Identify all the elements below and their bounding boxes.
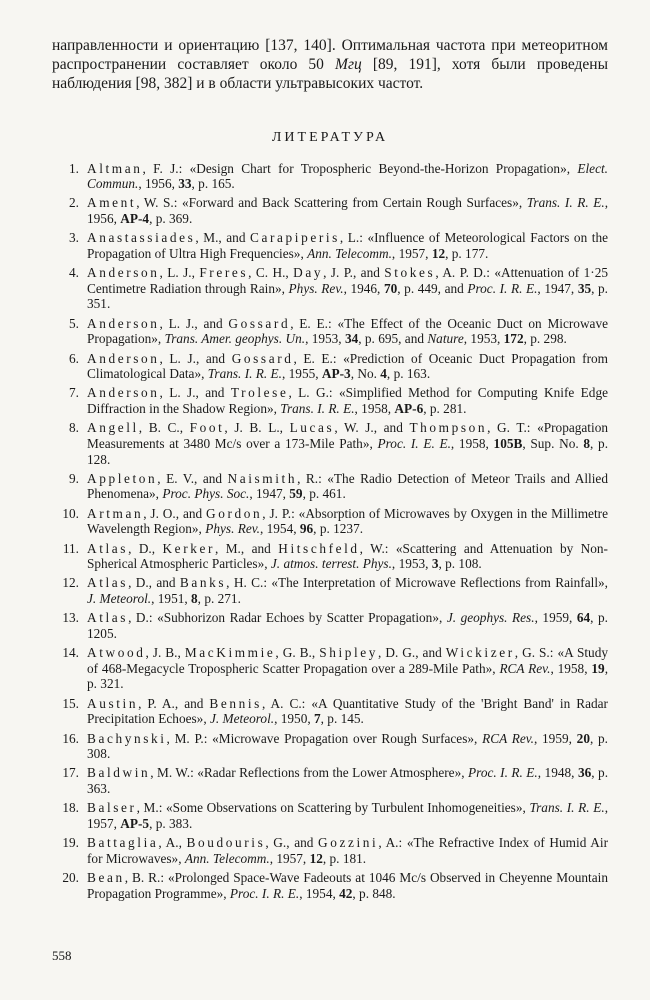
reference-text-part: RCA Rev. <box>482 730 534 746</box>
reference-text-part: , L.: «Influence of Meteorological Factors on the Propagation of Ultra High Frequencies», <box>87 230 609 261</box>
reference-item <box>52 230 608 261</box>
reference-number: 6. <box>69 350 79 366</box>
reference-text-part: 64 <box>576 610 591 626</box>
reference-text-part: 172 <box>503 331 524 347</box>
reference-text-part: , J. O., and <box>143 505 207 521</box>
reference-text-part: Day <box>293 265 324 281</box>
reference-number: 19. <box>62 835 79 851</box>
reference-text-part: Hitschfeld <box>278 540 360 556</box>
reference-text-part: 33 <box>178 176 192 192</box>
reference-text-part: Phys. Rev. <box>288 280 344 296</box>
reference-item <box>52 870 608 901</box>
reference-text-part: Anderson <box>87 350 160 366</box>
reference-text-part: , E. E.: «The Effect of the Oceanic Duct on Microwave Propagation», <box>87 315 609 347</box>
reference-text-part: , M. P.: «Microwave Propagation over Rough Surfaces», <box>166 730 483 746</box>
reference-text-part: Trans. I. R. E. <box>526 195 605 211</box>
reference-text-part: Anastassiades <box>87 230 196 246</box>
reference-text-part: Angell <box>87 420 139 436</box>
reference-text-part: Lucas <box>289 420 335 436</box>
reference-text-part: Gossard <box>231 350 294 366</box>
reference-text-part: Boudouris <box>186 835 266 851</box>
reference-text-part: , D., and <box>128 575 180 591</box>
reference-text-part: , D.: «Subhorizon Radar Echoes by Scatter Propagation», <box>128 610 447 626</box>
reference-text-part: Ann. Telecomm. <box>307 245 392 261</box>
reference-text-part: , 1947, <box>537 280 578 296</box>
reference-text-part: , B. R.: «Prolonged Space-Wave Fadeouts at 1046 Mc/s Observed in Cheyenne Mountain Propagation Programme», <box>87 870 608 901</box>
reference-text-part: Proc. I. R. E. <box>229 885 300 901</box>
reference-text-part: , W. S.: «Forward and Back Scattering from Certain Rough Surfaces», <box>136 195 527 211</box>
reference-text-part: , 1953, <box>391 556 432 572</box>
reference-text-part: Gozzini <box>318 835 379 851</box>
reference-text-part: , 1957, <box>391 245 432 261</box>
reference-text-part: , 1956, <box>87 195 609 227</box>
reference-text <box>87 870 608 901</box>
reference-text-part: , B. C., <box>138 420 190 436</box>
reference-item <box>52 316 608 347</box>
reference-text-part: , M. W.: «Radar Reflections from the Lower Atmosphere», <box>150 765 469 781</box>
reference-text-part: Kerker <box>162 540 215 556</box>
reference-number: 4. <box>69 265 79 281</box>
reference-text-part: , p. 369. <box>149 211 193 227</box>
reference-text-part: Trans. I. R. E. <box>529 800 605 816</box>
reference-text-part: , M., and <box>195 230 251 246</box>
reference-text-part: 59 <box>289 486 303 502</box>
reference-item <box>52 696 608 727</box>
reference-text-part: , 1956, <box>138 176 179 192</box>
reference-text-part: , p. 181. <box>322 850 367 866</box>
reference-text-part: Ann. Telecomm. <box>184 850 270 866</box>
reference-text <box>87 506 608 537</box>
reference-text-part: , p. 449, and <box>397 280 468 296</box>
reference-text-part: Appleton <box>87 470 158 486</box>
reference-item <box>52 506 608 537</box>
reference-text-part: , p. 281. <box>423 401 467 417</box>
reference-text-part: , Sup. No. <box>522 435 584 451</box>
reference-text-part: Thompson <box>409 420 488 436</box>
reference-text-part: 36 <box>577 765 592 781</box>
reference-text-part: Trans. I. R. E. <box>207 366 282 382</box>
reference-text-part: Trolese <box>230 385 289 401</box>
reference-text-part: , p. 363. <box>87 765 609 796</box>
reference-item <box>52 420 608 467</box>
reference-item <box>52 575 608 606</box>
reference-text-part: , 1958, <box>550 660 592 676</box>
reference-text-part: Gossard <box>228 315 291 331</box>
reference-text-part: Phys. Rev. <box>205 521 260 537</box>
reference-text-part: Naismith <box>227 470 298 486</box>
reference-text-part: , p. 177. <box>445 245 489 261</box>
reference-number: 20. <box>62 870 79 886</box>
reference-text-part: , E. V., and <box>157 470 228 486</box>
reference-text-part: Proc. I. R. E. <box>467 280 538 296</box>
reference-text <box>87 696 608 727</box>
reference-text-part: Balser <box>87 800 137 816</box>
reference-text-part: , L. J., and <box>159 385 231 401</box>
reference-item <box>52 765 608 796</box>
reference-item <box>52 385 608 416</box>
reference-text-part: Elect. Commun. <box>87 160 608 192</box>
reference-text-part: 35 <box>577 280 592 296</box>
reference-text-part: , p. 298. <box>523 331 567 347</box>
reference-text-part: , J. P., and <box>323 265 385 281</box>
reference-text-part: 3 <box>431 556 439 572</box>
reference-item <box>52 800 608 831</box>
reference-text-part: , p. 351. <box>87 280 609 312</box>
reference-text-part: 8 <box>191 591 198 607</box>
reference-text-part: J. atmos. terrest. Phys. <box>270 556 392 572</box>
reference-text-part: Stokes <box>384 265 436 281</box>
reference-text <box>87 265 608 312</box>
reference-text-part: , A. P. D.: «Attenuation of 1·25 Centimetre Radiation through Rain», <box>87 265 608 296</box>
reference-text-part: , p. 848. <box>352 885 396 901</box>
reference-number: 8. <box>69 420 79 436</box>
page-number: 558 <box>52 948 72 963</box>
reference-text-part: 8 <box>583 435 591 451</box>
page-content <box>52 36 608 905</box>
reference-text-part: Altman <box>87 160 143 176</box>
reference-text-part: Proc. Phys. Soc. <box>162 486 250 502</box>
reference-text-part: , A.: «The Refractive Index of Humid Air for Microwaves», <box>87 835 608 866</box>
reference-text-part: Artman <box>87 505 144 521</box>
reference-number: 14. <box>62 645 79 661</box>
reference-text-part: 12 <box>309 850 323 866</box>
reference-text-part: , 1959, <box>533 730 577 746</box>
reference-text-part: , p. 128. <box>87 435 609 467</box>
reference-text-part: , F. J.: «Design Chart for Tropospheric Beyond-the-Horizon Propagation», <box>142 160 578 176</box>
reference-text-part: 105B <box>493 435 523 451</box>
reference-list <box>52 161 608 902</box>
reference-text-part: , L. G.: «Simplified Method for Computing Knife Edge Diffraction in the Shadow Region», <box>87 385 608 417</box>
reference-item <box>52 731 608 762</box>
reference-text-part: , L. J., <box>159 265 200 281</box>
reference-number: 13. <box>62 610 79 626</box>
reference-text-part: , p. 695, and <box>358 331 428 347</box>
reference-text-part: , G. S.: «A Study of 468-Megacycle Tropospheric Scatter Propagation over a 289-Mile Path», <box>87 645 608 676</box>
reference-text-part: , H. C.: «The Interpretation of Microwave Reflections from Rainfall», <box>226 575 609 591</box>
reference-text-part: , L. J., and <box>159 315 229 331</box>
intro-paragraph <box>52 36 608 94</box>
reference-text-part: , W.: «Scattering and Attenuation by Non-Spherical Atmospheric Particles», <box>87 540 608 572</box>
reference-text-part: , p. 383. <box>149 815 193 831</box>
reference-text-part: , 1958, <box>354 401 395 417</box>
reference-text-part: J. geophys. Res. <box>446 610 535 626</box>
reference-text-part: Austin <box>87 695 139 711</box>
reference-text <box>87 230 608 261</box>
reference-text-part: AP-6 <box>394 401 424 417</box>
reference-text-part: , p. 145. <box>320 711 364 727</box>
reference-text-part: , 1947, <box>249 486 290 502</box>
reference-text-part: , 1946, <box>343 280 384 296</box>
reference-text <box>87 645 608 692</box>
reference-number: 1. <box>69 160 79 176</box>
reference-text-part: J. Meteorol. <box>87 591 152 607</box>
reference-text-part: AP-3 <box>321 366 351 382</box>
reference-number: 9. <box>69 470 79 486</box>
reference-text-part: , 1959, <box>534 610 577 626</box>
reference-text-part: Nature <box>427 331 464 347</box>
reference-text-part: 4 <box>380 366 387 382</box>
reference-text-part: Baldwin <box>87 765 151 781</box>
reference-text-part: 12 <box>431 245 446 261</box>
reference-text <box>87 161 608 192</box>
reference-text-part: AP-5 <box>120 815 150 831</box>
reference-text-part: , D., <box>128 540 163 556</box>
reference-text-part: Bean <box>87 870 125 886</box>
reference-text-part: , 1951, <box>151 591 192 607</box>
reference-text-part: 7 <box>313 711 321 727</box>
reference-text <box>87 610 608 641</box>
reference-text-part: Battaglia <box>87 835 159 851</box>
reference-text-part: , 1955, <box>282 366 322 382</box>
reference-text <box>87 835 608 866</box>
reference-text <box>87 800 608 831</box>
reference-number: 18. <box>62 800 79 816</box>
reference-text-part: , p. 108. <box>438 556 482 572</box>
reference-item <box>52 195 608 226</box>
reference-text-part: Carapiperis <box>250 230 340 246</box>
reference-text-part: Atlas <box>87 575 129 591</box>
reference-text-part: Bennis <box>209 695 262 711</box>
reference-text-part: J. Meteorol. <box>209 711 275 727</box>
reference-number: 16. <box>62 730 79 746</box>
reference-item <box>52 610 608 641</box>
reference-item <box>52 265 608 312</box>
reference-number: 11. <box>62 540 79 556</box>
reference-text-part: Trans. I. R. E. <box>280 401 355 417</box>
reference-text-part: , M., and <box>215 540 279 556</box>
reference-text-part: 96 <box>299 521 314 537</box>
reference-text-part: 70 <box>383 280 398 296</box>
reference-text <box>87 385 608 416</box>
reference-text <box>87 731 608 762</box>
reference-item <box>52 835 608 866</box>
reference-text-part: , D. G., and <box>378 645 446 661</box>
reference-text-part: , p. 165. <box>191 176 235 192</box>
reference-text-part: , J. B., <box>145 645 185 661</box>
reference-text-part: , J. P.: «Absorption of Microwaves by Oxygen in the Millimetre Wavelength Region», <box>87 505 608 537</box>
reference-text <box>87 765 608 796</box>
reference-text-part: , 1957, <box>269 850 310 866</box>
reference-text-part: , 1954, <box>299 885 340 901</box>
reference-text-part: , G. B., <box>275 645 320 661</box>
reference-number: 12. <box>62 575 79 591</box>
intro-text: направленности и ориентацию [137, 140]. Оптимальная частота при метеоритном распространении составляет около 50 <box>52 37 608 74</box>
reference-text-part: , M.: «Some Observations on Scattering by Turbulent Inhomogeneities», <box>136 800 530 816</box>
reference-text-part: , G. T.: «Propagation Measurements at 3480 Mc/s over a 173-Mile Path», <box>87 420 608 451</box>
reference-item <box>52 471 608 502</box>
reference-text <box>87 541 608 572</box>
reference-text-part: Proc. I. R. E. <box>468 765 538 781</box>
reference-text-part: 20 <box>576 730 590 746</box>
reference-text-part: , E. E.: «Prediction of Oceanic Duct Propagation from Climatological Data», <box>87 350 609 382</box>
reference-text-part: , W. J., and <box>334 420 410 436</box>
reference-text-part: , No. <box>350 366 381 382</box>
reference-text-part: RCA Rev. <box>499 660 551 676</box>
reference-text-part: , 1954, <box>259 521 300 537</box>
reference-text-part: , 1953, <box>305 331 345 347</box>
reference-text-part: 19 <box>591 660 605 676</box>
reference-number: 5. <box>69 315 79 331</box>
reference-text-part: , 1953, <box>463 331 504 347</box>
reference-number: 17. <box>62 765 79 781</box>
reference-text-part: , p. 1205. <box>87 610 609 641</box>
reference-text <box>87 351 608 382</box>
intro-text: [89, 191], хотя были проведены наблюдения [98, 382] и в области ультравысоких частот. <box>52 56 608 93</box>
reference-text-part: , 1948, <box>537 765 578 781</box>
reference-number: 15. <box>62 695 79 711</box>
reference-text-part: Freres <box>199 265 249 281</box>
reference-text-part: Foot <box>189 420 225 436</box>
reference-text-part: MacKimmie <box>184 645 276 661</box>
reference-text-part: , L. J., and <box>159 350 232 366</box>
reference-text-part: Proc. I. E. E. <box>377 435 451 451</box>
reference-text-part: Shipley <box>319 645 379 661</box>
reference-text-part: , A., <box>158 835 187 851</box>
reference-text-part: Banks <box>179 575 227 591</box>
reference-text-part: AP-4 <box>120 211 150 227</box>
reference-item <box>52 541 608 572</box>
reference-text-part: Anderson <box>87 315 160 331</box>
reference-text-part: 42 <box>339 885 353 901</box>
reference-number: 3. <box>69 230 79 246</box>
reference-text <box>87 195 608 226</box>
reference-text <box>87 316 608 347</box>
reference-text-part: Wickizer <box>445 645 515 661</box>
reference-text-part: Anderson <box>87 265 160 281</box>
reference-text-part: 34 <box>344 331 359 347</box>
reference-text-part: , A. C.: «A Quantitative Study of the 'Bright Band' in Radar Precipitation Echoes», <box>87 695 608 727</box>
section-heading: ЛИТЕРАТУРА <box>271 129 389 145</box>
reference-text-part: , J. B. L., <box>224 420 290 436</box>
reference-text-part: , p. 321. <box>87 660 609 692</box>
reference-text-part: Bachynski <box>87 730 167 746</box>
reference-number: 10. <box>62 505 79 521</box>
reference-text-part: Anderson <box>87 385 160 401</box>
reference-text-part: , C. H., <box>248 265 294 281</box>
reference-text-part: , 1958, <box>450 435 494 451</box>
intro-text: Мгц <box>335 56 362 74</box>
reference-number: 2. <box>69 195 79 211</box>
reference-item <box>52 645 608 692</box>
reference-text-part: , p. 1237. <box>313 521 364 537</box>
reference-text-part: , p. 461. <box>302 486 346 502</box>
reference-text-part: , 1950, <box>274 711 314 727</box>
reference-text-part: Atlas <box>87 540 129 556</box>
reference-text <box>87 471 608 502</box>
reference-item <box>52 351 608 382</box>
reference-text-part: Trans. Amer. geophys. Un. <box>164 331 306 347</box>
reference-text-part: , 1957, <box>87 800 609 831</box>
reference-text-part: , p. 308. <box>87 730 608 762</box>
reference-text-part: , p. 163. <box>386 366 431 382</box>
reference-text-part: , P. A., and <box>138 695 210 711</box>
reference-text <box>87 575 608 606</box>
reference-number: 7. <box>69 385 79 401</box>
reference-text <box>87 420 608 467</box>
reference-text-part: , R.: «The Radio Detection of Meteor Trails and Allied Phenomena», <box>87 470 608 502</box>
reference-text-part: Atwood <box>87 645 146 661</box>
reference-text-part: Ament <box>87 195 137 211</box>
reference-text-part: , p. 271. <box>197 591 241 607</box>
reference-item <box>52 161 608 192</box>
reference-text-part: , G., and <box>265 835 319 851</box>
reference-text-part: Atlas <box>87 610 129 626</box>
reference-text-part: Gordon <box>206 505 263 521</box>
